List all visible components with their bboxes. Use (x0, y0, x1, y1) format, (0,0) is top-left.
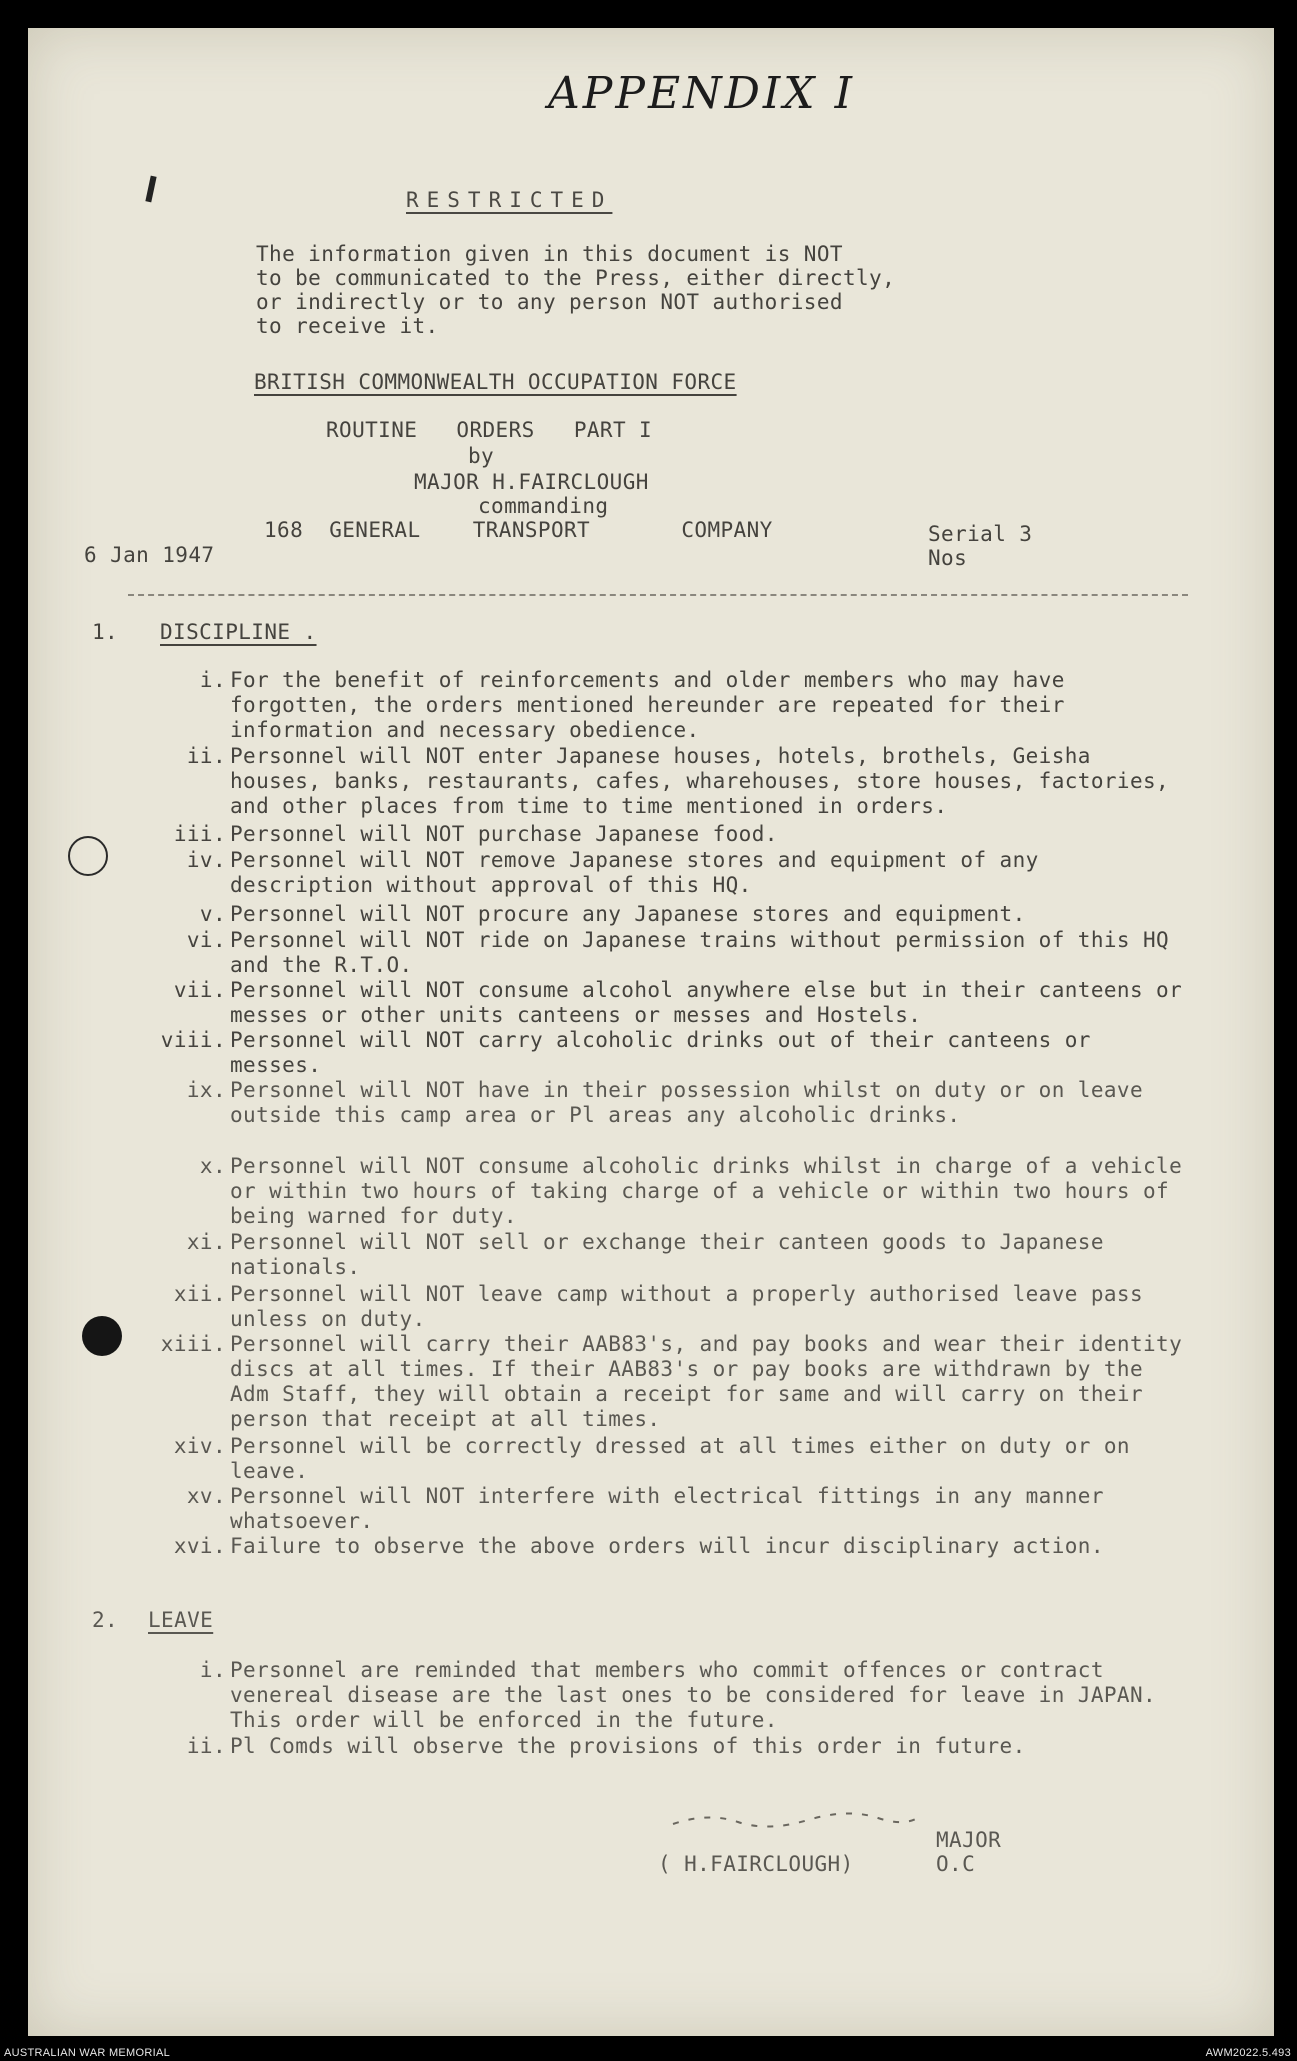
serial-number: Serial 3 (928, 522, 1033, 546)
commander-name: MAJOR H.FAIRCLOUGH (414, 470, 649, 494)
nos-label: Nos (928, 546, 968, 570)
item-number: ii. (186, 744, 226, 768)
item-number: xi. (186, 1230, 226, 1254)
item-text: Personnel will NOT enter Japanese houses, hotels, brothels, Geisha houses, banks, restaurants, cafes, wharehouses, store houses, factories, and other places from time to time mentioned in orders. (230, 744, 1170, 818)
item-number: vi. (186, 928, 226, 952)
item-text: Personnel will NOT remove Japanese stores and equipment of any description without approval of this HQ. (230, 848, 1039, 897)
separator-rule (128, 594, 1188, 596)
document-page (28, 28, 1274, 2036)
item-number: xii. (173, 1282, 226, 1306)
item-number: i. (199, 1658, 226, 1682)
orders-by: by (468, 444, 495, 468)
signature-appointment: O.C (936, 1852, 976, 1876)
section-2-number: 2. (92, 1608, 119, 1632)
item-number: viii. (160, 1028, 226, 1052)
item-number: ix. (186, 1078, 226, 1102)
section-1-title: DISCIPLINE . (160, 620, 317, 644)
item-number: xiii. (160, 1332, 226, 1356)
item-number: iii. (173, 822, 226, 846)
item-text: Personnel will carry their AAB83's, and pay books and wear their identity discs at all times. If their AAB83's or pay books are withdrawn by the Adm Staff, they will obtain a receipt for same and will carry on their person that receipt at all times. (230, 1332, 1183, 1431)
archive-reference: AWM2022.5.493 (1205, 2047, 1291, 2059)
item-text: Personnel will NOT leave camp without a properly authorised leave pass unless on duty. (230, 1282, 1144, 1331)
item-text: Personnel will NOT interfere with electrical fittings in any manner whatsoever. (230, 1484, 1104, 1533)
item-text: Personnel will NOT consume alcohol anywhere else but in their canteens or messes or other units canteens or messes and Hostels. (230, 978, 1183, 1027)
signature-mark (668, 1804, 928, 1834)
signature-name: ( H.FAIRCLOUGH) (658, 1852, 854, 1876)
caveat-line-1: The information given in this document is NOT (256, 242, 843, 266)
unit-name: 168 GENERAL TRANSPORT COMPANY (264, 518, 773, 542)
item-number: xvi. (173, 1534, 226, 1558)
item-text: Personnel will be correctly dressed at all times either on duty or on leave. (230, 1434, 1130, 1483)
item-number: vii. (173, 978, 226, 1002)
commanding-label: commanding (478, 494, 609, 518)
item-text: Personnel will NOT purchase Japanese food. (230, 822, 778, 846)
punch-hole (68, 836, 108, 876)
item-text: Failure to observe the above orders will incur disciplinary action. (230, 1534, 1104, 1558)
item-text: Personnel will NOT consume alcoholic drinks whilst in charge of a vehicle or within two hours of taking charge of a vehicle or within two hours of being warned for duty. (230, 1154, 1183, 1228)
item-text: Personnel will NOT carry alcoholic drinks out of their canteens or messes. (230, 1028, 1091, 1077)
item-text: Pl Comds will observe the provisions of this order in future. (230, 1734, 1026, 1758)
item-text: Personnel are reminded that members who commit offences or contract venereal disease are the last ones to be considered for leave in JAPAN. This order will be enforced in the future. (230, 1658, 1157, 1732)
archive-credit: AUSTRALIAN WAR MEMORIAL (4, 2047, 171, 2059)
signature-rank: MAJOR (936, 1828, 1002, 1852)
item-number: ii. (186, 1734, 226, 1758)
item-text: Personnel will NOT procure any Japanese stores and equipment. (230, 902, 1026, 926)
pen-mark (145, 176, 156, 203)
caveat-line-4: to receive it. (256, 314, 439, 338)
item-number: x. (199, 1154, 226, 1178)
classification-heading: RESTRICTED (406, 188, 613, 212)
caveat-line-2: to be communicated to the Press, either directly, (256, 266, 896, 290)
item-number: v. (199, 902, 226, 926)
item-text: Personnel will NOT ride on Japanese trains without permission of this HQ and the R.T.O. (230, 928, 1170, 977)
caveat-line-3: or indirectly or to any person NOT authorised (256, 290, 843, 314)
item-text: Personnel will NOT have in their possession whilst on duty or on leave outside this camp area or Pl areas any alcoholic drinks. (230, 1078, 1144, 1127)
appendix-heading: APPENDIX I (548, 68, 855, 119)
section-1-number: 1. (92, 620, 119, 644)
punch-hole (82, 1316, 122, 1356)
orders-title: ROUTINE ORDERS PART I (326, 418, 653, 442)
item-number: xiv. (173, 1434, 226, 1458)
force-heading: BRITISH COMMONWEALTH OCCUPATION FORCE (254, 370, 737, 394)
section-2-title: LEAVE (148, 1608, 214, 1632)
item-text: Personnel will NOT sell or exchange their canteen goods to Japanese nationals. (230, 1230, 1104, 1279)
item-number: iv. (186, 848, 226, 872)
item-number: i. (199, 668, 226, 692)
order-date: 6 Jan 1947 (84, 543, 215, 567)
item-text: For the benefit of reinforcements and older members who may have forgotten, the orders mentioned hereunder are repeated for their information and necessary obedience. (230, 668, 1065, 742)
item-number: xv. (186, 1484, 226, 1508)
